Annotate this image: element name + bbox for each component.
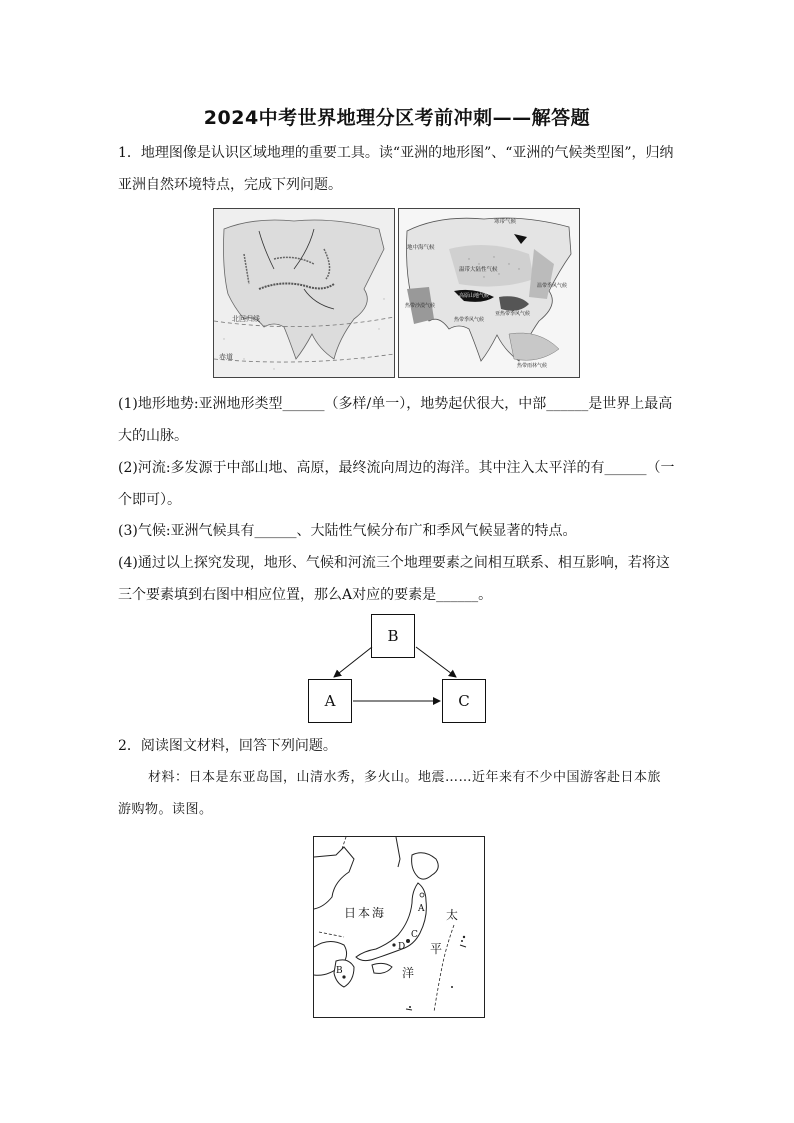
q1-intro-line1: 1．地理图像是认识区域地理的重要工具。读“亚洲的地形图”、“亚洲的气候类型图”，归纳	[118, 145, 674, 161]
q1-p1-line2: 大的山脉。	[118, 428, 188, 444]
q2-material-line1: 材料：日本是东亚岛国，山清水秀，多火山。地震……近年来有不少中国游客赴日本旅	[148, 770, 662, 785]
diagram-box-a: A	[308, 679, 352, 723]
q1-p4-line2: 三个要素填到右图中相应位置，那么A对应的要素是______。	[118, 587, 493, 603]
svg-text:地中海气候: 地中海气候	[407, 245, 435, 251]
q1-p4-line1: (4)通过以上探究发现，地形、气候和河流三个地理要素之间相互联系、相互影响，若将这	[118, 555, 670, 571]
svg-text:C: C	[411, 930, 418, 940]
svg-text:热带沙漠气候: 热带沙漠气候	[405, 303, 436, 309]
svg-text:热带季风气候: 热带季风气候	[454, 317, 485, 323]
svg-text:太: 太	[446, 908, 459, 922]
svg-text:寒带气候: 寒带气候	[494, 219, 517, 225]
svg-text:温带大陆性气候: 温带大陆性气候	[459, 267, 498, 273]
svg-text:D: D	[398, 942, 406, 952]
tropic-label: 北回归线	[232, 315, 260, 323]
svg-text:平: 平	[430, 942, 443, 956]
equator-label: 赤道	[219, 353, 233, 361]
q2-material-line2: 游购物。读图。	[118, 802, 213, 817]
q1-p2-line1: (2)河流:多发源于中部山地、高原，最终流向周边的海洋。其中注入太平洋的有______（一	[118, 460, 675, 476]
diagram-box-b: B	[371, 614, 415, 658]
q1-intro-line2: 亚洲自然环境特点，完成下列问题。	[118, 177, 342, 193]
q1-p3: (3)气候:亚洲气候具有______、大陆性气候分布广和季风气候显著的特点。	[118, 523, 577, 539]
svg-text:B: B	[336, 966, 343, 976]
svg-text:A: A	[418, 904, 425, 914]
svg-text:温带季风气候: 温带季风气候	[537, 283, 568, 289]
page-title: 2024中考世界地理分区考前冲刺——解答题	[203, 107, 591, 129]
q1-p1-line1: (1)地形地势:亚洲地形类型______（多样/单一），地势起伏很大，中部______是世界上最高	[118, 396, 673, 412]
svg-text:高原山地气候: 高原山地气候	[459, 293, 490, 299]
sea-of-japan-label: 日本海	[344, 906, 387, 920]
svg-text:洋: 洋	[402, 966, 415, 980]
diagram-box-c: C	[442, 679, 486, 723]
japan-map	[313, 836, 485, 1018]
q2-intro: 2．阅读图文材料，回答下列问题。	[118, 738, 337, 754]
q1-p2-line2: 个即可）。	[118, 492, 181, 508]
svg-text:热带雨林气候: 热带雨林气候	[517, 363, 548, 369]
svg-text:亚热带季风气候: 亚热带季风气候	[495, 311, 531, 317]
